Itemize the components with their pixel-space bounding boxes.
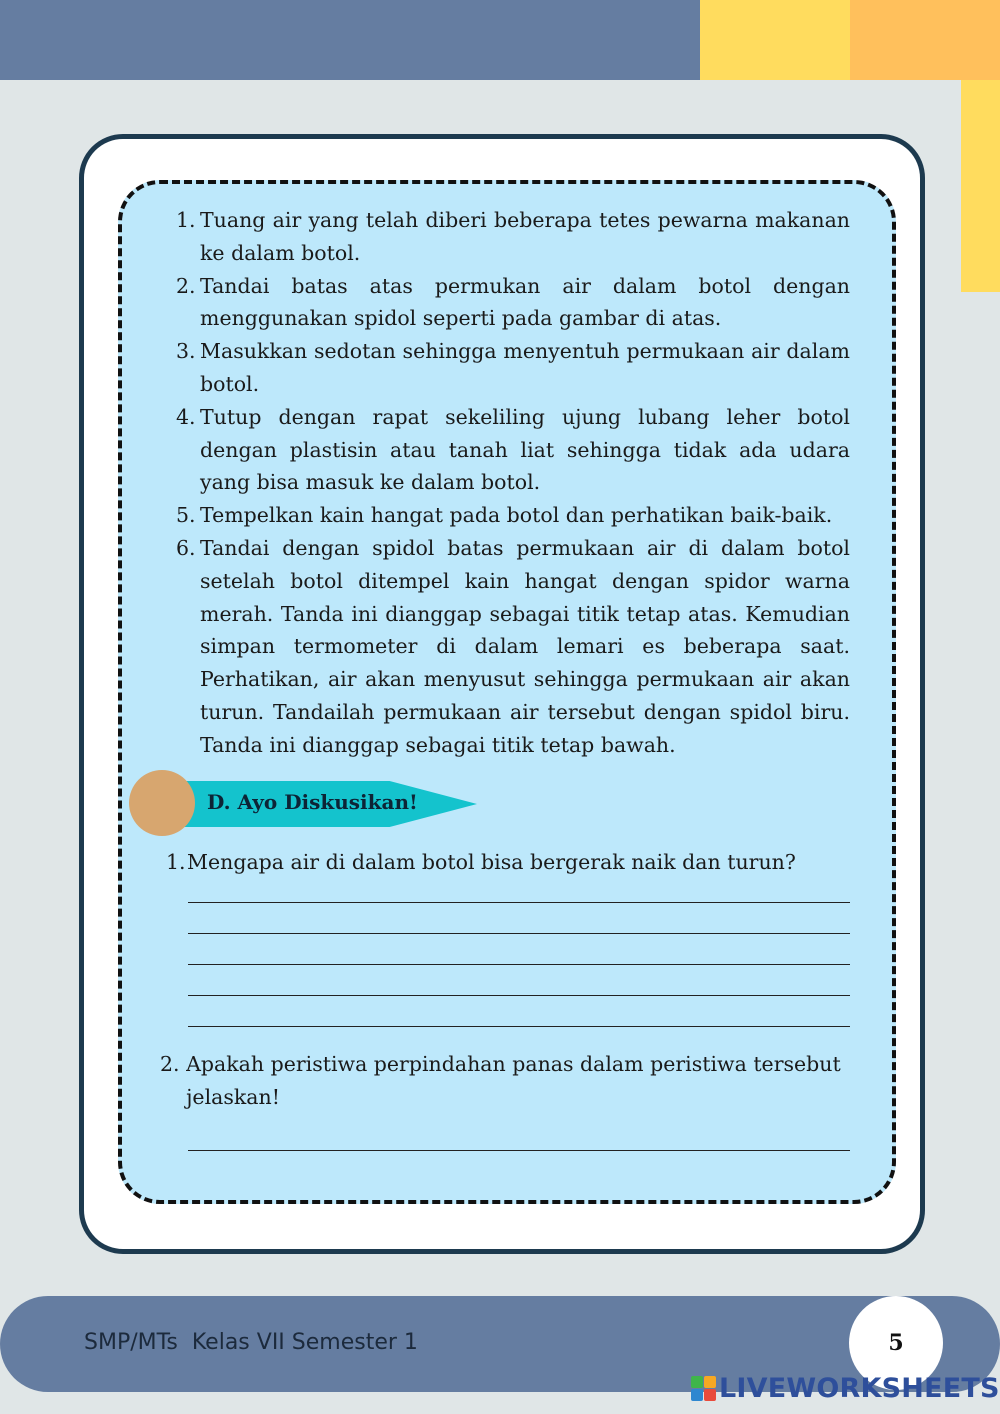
section-title: D. Ayo Diskusikan! bbox=[207, 790, 418, 814]
answer-line-q1-2[interactable] bbox=[188, 933, 850, 934]
step-number: 3. bbox=[176, 339, 196, 364]
list-item bbox=[176, 270, 850, 336]
question-number: 2. bbox=[160, 1052, 187, 1076]
question-number: 1. bbox=[166, 850, 186, 874]
liveworksheets-watermark[interactable] bbox=[691, 1373, 1000, 1404]
list-item bbox=[176, 401, 850, 499]
question-2 bbox=[160, 1048, 850, 1113]
logo-letter-v bbox=[691, 1389, 703, 1401]
list-item bbox=[176, 204, 850, 270]
answer-line-q1-5[interactable] bbox=[188, 1026, 850, 1027]
logo-letter-e bbox=[704, 1389, 716, 1401]
side-yellow-block bbox=[961, 80, 1000, 292]
liveworksheets-logo-icon bbox=[691, 1376, 716, 1401]
step-number: 5. bbox=[176, 503, 196, 528]
footer-text: SMP/MTs Kelas VII Semester 1 bbox=[84, 1330, 418, 1355]
step-text: Tempelkan kain hangat pada botol dan perhatikan baik-baik. bbox=[200, 503, 833, 528]
top-yellow-block bbox=[700, 0, 850, 80]
step-number: 4. bbox=[176, 404, 196, 429]
question-text: Apakah peristiwa perpindahan panas dalam peristiwa tersebut jelaskan! bbox=[186, 1052, 841, 1109]
step-text: Tuang air yang telah diberi beberapa tetes pewarna makanan ke dalam botol. bbox=[200, 208, 850, 265]
procedure-steps bbox=[176, 204, 850, 762]
step-number: 2. bbox=[176, 273, 196, 298]
list-item bbox=[176, 499, 850, 532]
answer-line-q2-1[interactable] bbox=[188, 1150, 850, 1151]
logo-letter-l bbox=[691, 1376, 703, 1388]
step-number: 1. bbox=[176, 208, 196, 232]
answer-line-q1-4[interactable] bbox=[188, 995, 850, 996]
step-text: Tandai batas atas permukan air dalam botol dengan menggunakan spidol seperti pada gambar di atas. bbox=[200, 273, 850, 331]
step-text: Tutup dengan rapat sekeliling ujung lubang leher botol dengan plastisin atau tanah liat sehingga tidak ada udara yang bisa masuk ke dalam botol. bbox=[200, 404, 850, 495]
list-item bbox=[176, 335, 850, 401]
section-circle-decoration bbox=[129, 770, 195, 836]
step-text: Tandai dengan spidol batas permukaan air di dalam botol setelah botol ditempel kain hangat dengan spidor warna merah. Tanda ini dianggap sebagai titik tetap atas. Kemudian simpan termometer di dalam lemari es beberapa saat. Perhatikan, air akan menyusut sehingga permukaan air akan turun. Tandailah permukaan air tersebut dengan spidol biru. Tanda ini dianggap sebagai titik tetap bawah. bbox=[200, 535, 850, 757]
list-item bbox=[176, 532, 850, 762]
step-text: Masukkan sedotan sehingga menyentuh permukaan air dalam botol. bbox=[200, 339, 850, 396]
logo-letter-i bbox=[704, 1376, 716, 1388]
step-number: 6. bbox=[176, 535, 196, 560]
question-1 bbox=[166, 846, 850, 878]
top-banner bbox=[0, 0, 700, 80]
watermark-text: LIVEWORKSHEETS bbox=[719, 1373, 1000, 1404]
answer-line-q1-3[interactable] bbox=[188, 964, 850, 965]
top-orange-block bbox=[850, 0, 1000, 80]
page-number-label: 5 bbox=[888, 1330, 904, 1356]
answer-line-q1-1[interactable] bbox=[188, 902, 850, 903]
question-text: Mengapa air di dalam botol bisa bergerak naik dan turun? bbox=[187, 850, 796, 874]
